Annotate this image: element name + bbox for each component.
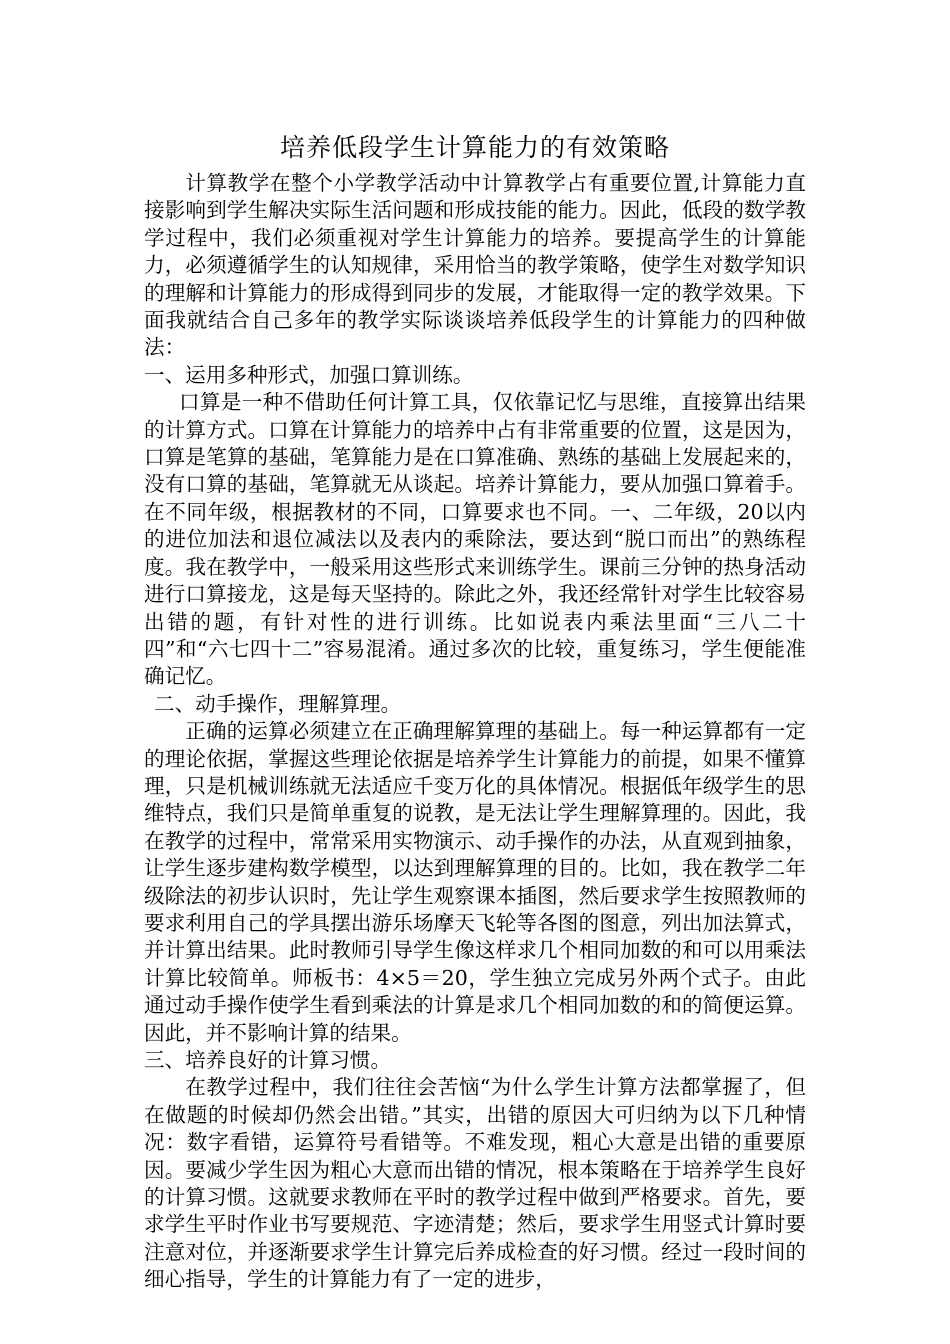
section-2-body: 正确的运算必须建立在正确理解算理的基础上。每一种运算都有一定的理论依据，掌握这些理论依据是培养学生计算能力的前提，如果不懂算理，只是机械训练就无法适应千变万化的具体情况。根据低年级学生的思维特点，我们只是简单重复的说教，是无法让学生理解算理的。因此，我在教学的过程中，常常采用实物演示、动手操作的办法，从直观到抽象，让学生逐步建构数学模型，以达到理解算理的目的。比如，我在教学二年级除法的初步认识时，先让学生观察课本插图，然后要求学生按照教师的要求利用自己的学具摆出游乐场摩天飞轮等各图的图意，列出加法算式，并计算出结果。此时教师引导学生像这样求几个相同加数的和可以用乘法计算比较简单。师板书：4×5＝20，学生独立完成另外两个式子。由此通过动手操作使学生看到乘法的计算是求几个相同加数的和的简便运算。因此，并不影响计算的结果。 <box>144 719 806 1045</box>
section-3-heading: 三、培养良好的计算习惯。 <box>144 1048 392 1072</box>
section-1-heading: 一、运用多种形式，加强口算训练。 <box>144 362 474 387</box>
section-3-body: 在教学过程中，我们往往会苦恼“为什么学生计算方法都掌握了，但在做题的时候却仍然会出错。”其实，出错的原因大可归纳为以下几种情况：数字看错，运算符号看错等。不难发现，粗心大意是出错的重要原因。要减少学生因为粗心大意而出错的情况，根本策略在于培养学生良好的计算习惯。这就要求教师在平时的教学过程中做到严格要求。首先，要求学生平时作业书写要规范、字迹清楚；然后，要求学生用竖式计算时要注意对位，并逐渐要求学生计算完后养成检查的好习惯。经过一段时间的细心指导，学生的计算能力有了一定的进步， <box>144 1075 806 1292</box>
intro-paragraph: 计算教学在整个小学教学活动中计算教学占有重要位置,计算能力直接影响到学生解决实际生活问题和形成技能的能力。因此，低段的数学教学过程中，我们必须重视对学生计算能力的培养。要提高学生的计算能力，必须遵循学生的认知规律，采用恰当的教学策略，使学生对数学知识的理解和计算能力的形成得到同步的发展，才能取得一定的教学效果。下面我就结合自己多年的教学实际谈谈培养低段学生的计算能力的四种做法： <box>144 171 806 360</box>
document-page <box>144 128 806 1294</box>
document-title: 培养低段学生计算能力的有效策略 <box>279 133 670 162</box>
section-1-body: 口算是一种不借助任何计算工具，仅依靠记忆与思维，直接算出结果的计算方式。口算在计算能力的培养中占有非常重要的位置，这是因为，口算是笔算的基础，笔算能力是在口算准确、熟练的基础上发展起来的，没有口算的基础，笔算就无从谈起。培养计算能力，要从加强口算着手。在不同年级，根据教材的不同，口算要求也不同。一、二年级，20以内的进位加法和退位减法以及表内的乘除法，要达到“脱口而出”的熟练程度。我在教学中，一般采用这些形式来训练学生。课前三分钟的热身活动进行口算接龙，这是每天坚持的。除此之外，我还经常针对学生比较容易出错的题，有针对性的进行训练。比如说表内乘法里面“三八二十四”和“六七四十二”容易混淆。通过多次的比较，重复练习，学生便能准确记忆。 <box>144 390 806 689</box>
section-2-heading: 二、动手操作，理解算理。 <box>154 691 402 716</box>
